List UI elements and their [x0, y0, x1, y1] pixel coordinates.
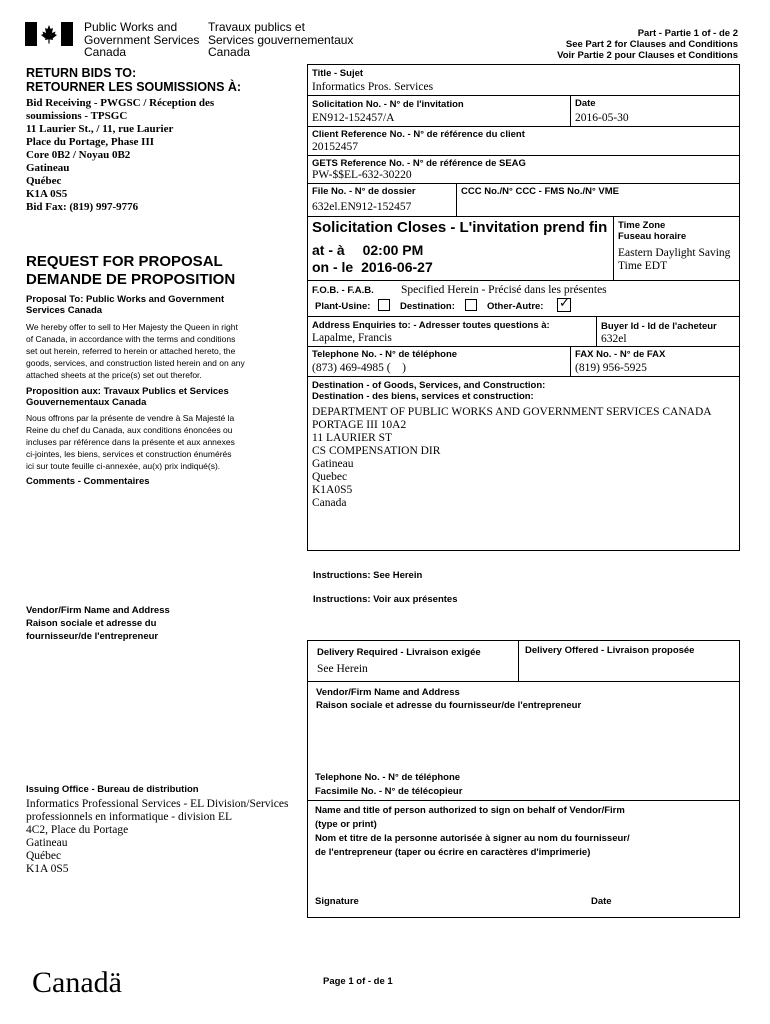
- closes-at-value[interactable]: 02:00 PM: [362, 242, 424, 258]
- closes-at-row: [312, 242, 423, 258]
- plant-label: Plant-Usine:: [315, 301, 371, 312]
- file-value[interactable]: 632el.EN912-152457: [312, 201, 412, 213]
- solicitation-value[interactable]: EN912-152457/A: [312, 112, 395, 124]
- delivery-required-value[interactable]: See Herein: [317, 663, 368, 675]
- issuing-office-label: Issuing Office - Bureau de distribution: [26, 784, 199, 795]
- address-enquiries-value[interactable]: Lapalme, Francis: [312, 332, 392, 344]
- issuing-office-value: Informatics Professional Services - EL Division/Services professionnels en informatique - division EL 4C2, Place du Portage Gatineau Québec K1A 0S5: [26, 798, 289, 875]
- delivery-offered-label: Delivery Offered - Livraison proposée: [525, 645, 695, 656]
- proposition-aux: Proposition aux: Travaux Publics et Services Gouvernementaux Canada: [26, 386, 229, 408]
- timezone-label-line: Time Zone: [618, 220, 666, 231]
- closes-on-value[interactable]: 2016-06-27: [361, 259, 433, 275]
- dept-en-line: Government Services: [84, 32, 200, 47]
- phone-value[interactable]: (873) 469-4985 ( ): [312, 362, 406, 374]
- instructions-en: Instructions: See Herein: [313, 570, 423, 581]
- client-ref-label: Client Reference No. - N° de référence du client: [312, 129, 525, 140]
- authorized-person-label: Name and title of person authorized to sign on behalf of Vendor/Firm (type or print) Nom et titre de la personne autorisée à signer au nom du fournisseur/ de l'entrepreneur (taper ou écrire en caractères d'imprimerie): [315, 805, 630, 858]
- telephone-label: Telephone No. - N° de téléphone: [315, 772, 461, 783]
- destination-heading-line: Destination - des biens, services et construction:: [312, 391, 534, 402]
- return-bids-heading: [26, 66, 241, 94]
- client-ref-value[interactable]: 20152457: [312, 141, 358, 153]
- dept-fr-line: Canada: [208, 45, 251, 59]
- department-name-en: [84, 21, 199, 59]
- checkmark-icon: ✓: [559, 296, 570, 311]
- ccc-label: CCC No./N° CCC - FMS No./N° VME: [461, 186, 620, 197]
- destination-heading-line: Destination - of Goods, Services, and Construction:: [312, 380, 546, 391]
- return-bids-line: RETURN BIDS TO:: [26, 66, 137, 80]
- title-label: Title - Sujet: [312, 68, 364, 79]
- proposal-text-fr: Nous offrons par la présente de vendre à Sa Majesté la Reine du chef du Canada, aux conditions énoncées ou incluses par référence dans la présente et aux annexes ci-jointes, les biens, services et construction énumérés ici sur toute feuille ci-annexée, au(x) prix indiqué(s).: [26, 413, 235, 471]
- dept-fr-line: Travaux publics et: [208, 20, 305, 34]
- part-line: Voir Partie 2 pour Clauses et Conditions: [557, 50, 738, 61]
- gets-value[interactable]: PW-$$EL-632-30220: [312, 169, 412, 181]
- dept-en-line: Public Works and: [84, 20, 178, 34]
- signature-label: Signature: [315, 896, 359, 907]
- timezone-value[interactable]: Eastern Daylight Saving Time EDT: [618, 247, 731, 272]
- fob-label: F.O.B. - F.A.B.: [312, 285, 374, 296]
- destination-checkbox[interactable]: [465, 299, 477, 311]
- date-value[interactable]: 2016-05-30: [575, 112, 629, 124]
- closes-title: Solicitation Closes - L'invitation prend fin: [312, 219, 608, 236]
- buyer-id-label: Buyer Id - Id de l'acheteur: [601, 321, 717, 332]
- buyer-id-value[interactable]: 632el: [601, 333, 627, 345]
- return-bids-address: Bid Receiving - PWGSC / Réception des soumissions - TPSGC 11 Laurier St., / 11, rue Laurier Place du Portage, Phase III Core 0B2 / Noyau 0B2 Gatineau Québec K1A 0S5 Bid Fax: (819) 997-9776: [26, 97, 215, 213]
- date-label: Date: [575, 98, 596, 109]
- department-name-fr: [208, 21, 353, 59]
- authorized-person-field[interactable]: [315, 862, 735, 890]
- destination-heading: [312, 380, 545, 402]
- closes-on-label: on - le: [312, 259, 354, 275]
- canada-flag-icon: [25, 22, 73, 46]
- delivery-required-label: Delivery Required - Livraison exigée: [317, 647, 481, 658]
- fax-value[interactable]: (819) 956-5925: [575, 362, 647, 374]
- rfp-heading: [26, 253, 235, 289]
- return-bids-line: RETOURNER LES SOUMISSIONS À:: [26, 80, 242, 94]
- proposal-text-en: We hereby offer to sell to Her Majesty the Queen in right of Canada, in accordance with the terms and conditions set out herein, referred to herein or attached hereto, the goods, services, and construction listed herein and on any attached sheets at the price(s) set out therefor.: [26, 322, 245, 380]
- dept-fr-line: Services gouvernementaux: [208, 32, 354, 47]
- proposal-to: Proposal To: Public Works and Government Services Canada: [26, 294, 225, 316]
- comments-label: Comments - Commentaires: [26, 476, 150, 487]
- vendor-name-label-left: Vendor/Firm Name and Address Raison sociale et adresse du fournisseur/de l'entrepreneur: [26, 605, 170, 642]
- part-info: [557, 28, 738, 61]
- plant-checkbox[interactable]: [378, 299, 390, 311]
- destination-value[interactable]: DEPARTMENT OF PUBLIC WORKS AND GOVERNMENT SERVICES CANADA PORTAGE III 10A2 11 LAURIER ST CS COMPENSATION DIR Gatineau Quebec K1A0S5 Canada: [312, 406, 712, 509]
- facsimile-label: Facsimile No. - N° de télécopieur: [315, 786, 463, 797]
- gets-label: GETS Reference No. - N° de référence de SEAG: [312, 158, 526, 169]
- vendor-name-field[interactable]: [316, 712, 736, 767]
- part-line: Part - Partie 1 of - de 2: [637, 28, 738, 39]
- instructions-fr: Instructions: Voir aux présentes: [313, 594, 458, 605]
- fob-value: Specified Herein - Précisé dans les présentes: [401, 284, 607, 296]
- signature-date-label: Date: [591, 896, 612, 907]
- address-enquiries-label: Address Enquiries to: - Adresser toutes questions à:: [312, 320, 550, 331]
- dept-en-line: Canada: [84, 45, 127, 59]
- file-label: File No. - N° de dossier: [312, 186, 416, 197]
- fax-label: FAX No. - N° de FAX: [575, 349, 666, 360]
- closes-at-label: at - à: [312, 242, 345, 258]
- rfp-line: DEMANDE DE PROPOSITION: [26, 271, 236, 288]
- other-checkbox[interactable]: [557, 298, 571, 312]
- closes-on-row: [312, 259, 433, 275]
- page-number: Page 1 of - de 1: [323, 976, 393, 987]
- destination-label: Destination:: [400, 301, 455, 312]
- part-line: See Part 2 for Clauses and Conditions: [565, 39, 738, 50]
- title-value[interactable]: Informatics Pros. Services: [312, 81, 434, 93]
- canada-wordmark: Canadä: [32, 966, 122, 999]
- solicitation-label: Solicitation No. - N° de l'invitation: [312, 99, 464, 110]
- other-label: Other-Autre:: [487, 301, 544, 312]
- rfp-line: REQUEST FOR PROPOSAL: [26, 253, 223, 270]
- vendor-name-label: Vendor/Firm Name and Address Raison sociale et adresse du fournisseur/de l'entrepreneur: [316, 687, 582, 711]
- phone-label: Telephone No. - N° de téléphone: [312, 349, 458, 360]
- timezone-label-line: Fuseau horaire: [618, 231, 687, 242]
- timezone-label: [618, 220, 686, 242]
